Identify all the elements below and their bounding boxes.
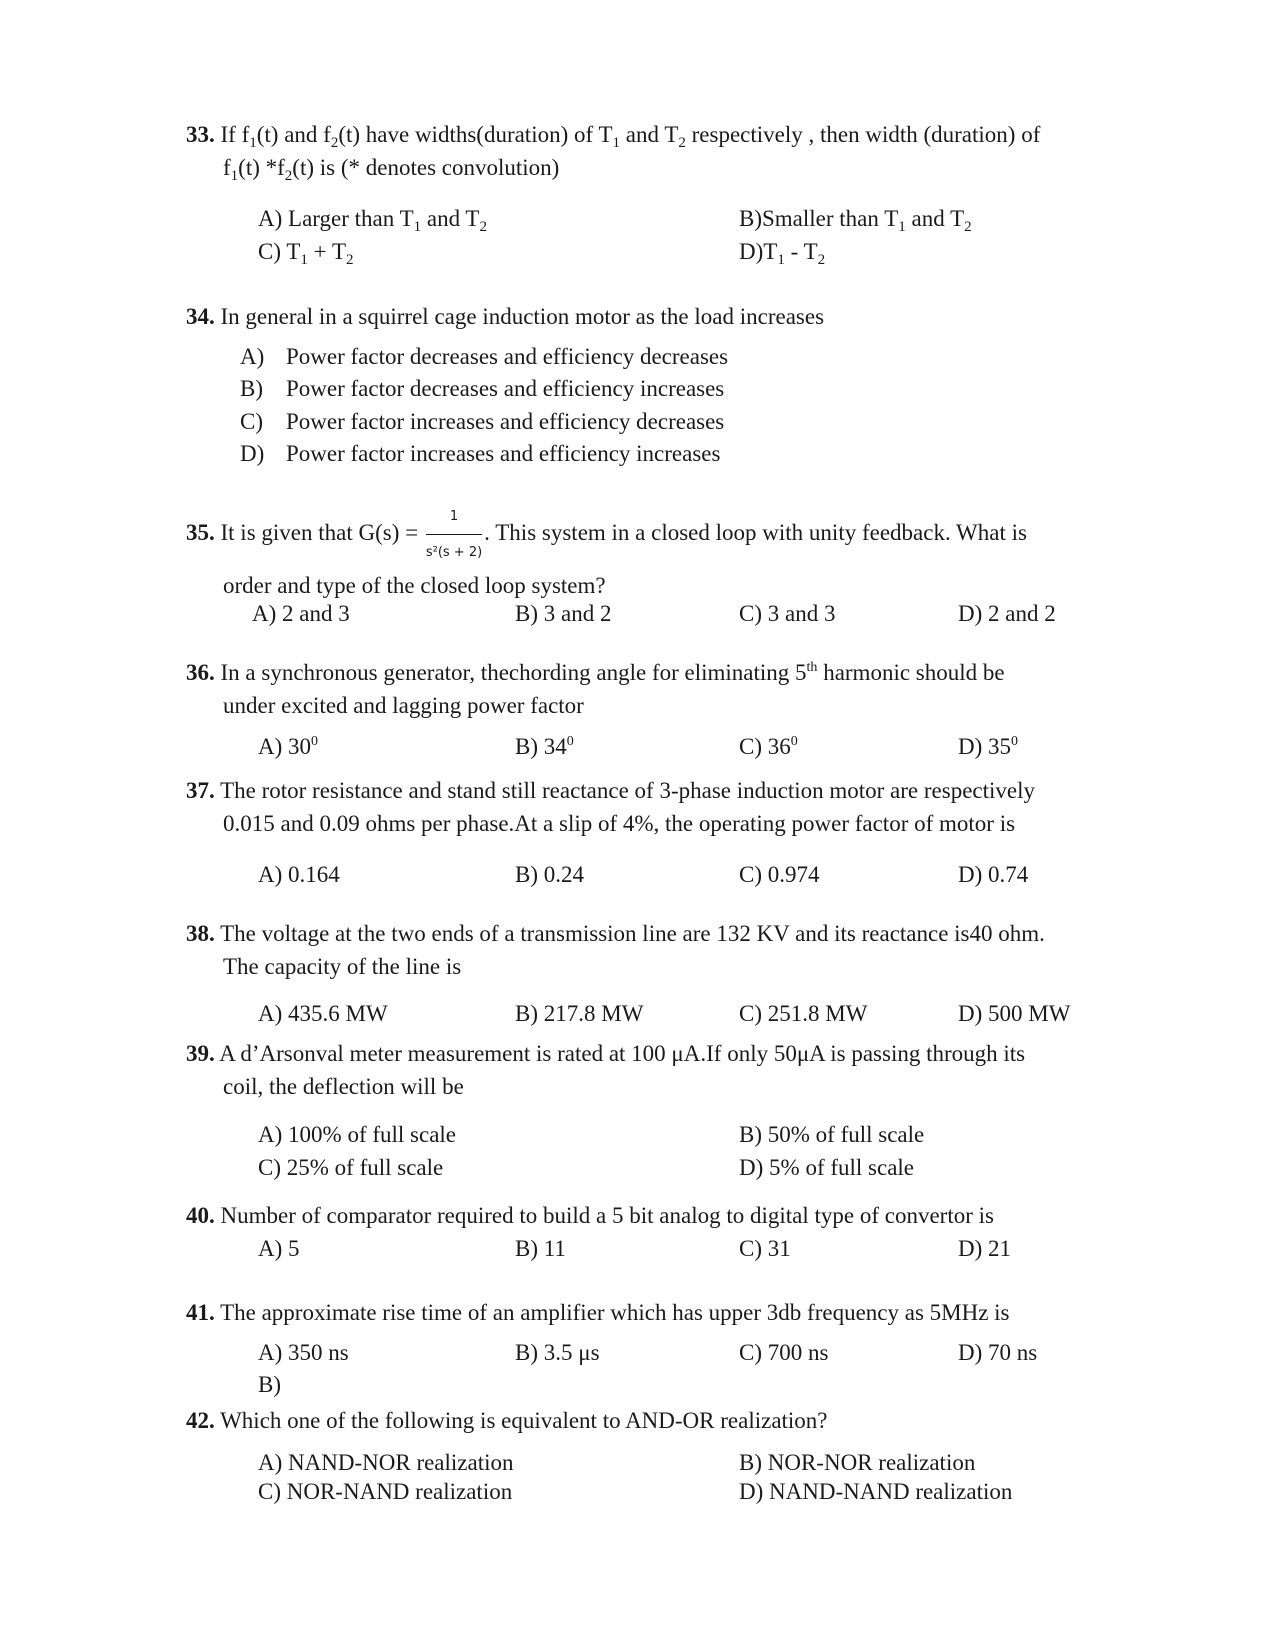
option-d[interactable]: D) 0.74 — [958, 862, 1029, 887]
option-d[interactable]: D) 2 and 2 — [958, 601, 1056, 626]
option-b[interactable]: B) 0.24 — [515, 862, 584, 887]
option-b[interactable]: B) 11 — [515, 1236, 566, 1261]
option-b[interactable]: B) 217.8 MW — [515, 1001, 644, 1026]
question-number: 40. — [186, 1203, 215, 1228]
question-text: The approximate rise time of an amplifier which has upper 3db frequency as 5MHz is — [220, 1300, 1010, 1325]
option-c[interactable]: C) $36^0$ — [739, 734, 798, 759]
question-34-stem — [186, 300, 1126, 333]
transfer-function-fraction: $\frac{1}{\text{s²(s + 2)}}$ — [426, 500, 482, 569]
option-b[interactable]: B) Power factor decreases and efficiency increases — [240, 376, 725, 401]
question-text: A d’Arsonval meter measurement is rated at 100 μA.If only 50μA is passing through its — [219, 1041, 1026, 1066]
question-text-line2: order and type of the closed loop system? — [223, 573, 606, 598]
option-a[interactable]: A) 5 — [258, 1236, 300, 1261]
question-text: The voltage at the two ends of a transmission line are 132 KV and its reactance is40 ohm. — [220, 921, 1045, 946]
question-text: In a synchronous generator, thechording angle for eliminating 5th harmonic should be — [220, 660, 1005, 685]
option-d[interactable]: D) Power factor increases and efficiency increases — [240, 441, 721, 466]
option-c[interactable]: C) $T_1 + T_2$ — [258, 239, 354, 268]
question-number: 34. — [186, 304, 215, 329]
option-c[interactable]: C) Power factor increases and efficiency decreases — [240, 409, 725, 434]
option-b[interactable]: B) 50% of full scale — [739, 1122, 925, 1147]
option-a[interactable]: A) Larger than $T_1$ and $T_2$ — [258, 206, 487, 235]
option-c[interactable]: C) 700 ns — [739, 1340, 829, 1365]
question-text: If $f_1(t)$ and $f_2(t)$ have widths(duration) of $T_1$ and $T_2$ respectively , then width (duration) of — [220, 122, 1041, 151]
stray-option-label: B) — [258, 1372, 281, 1397]
option-a[interactable]: A) NAND-NOR realization — [258, 1450, 514, 1475]
option-c[interactable]: C) 3 and 3 — [739, 601, 836, 626]
question-42-stem — [186, 1404, 1126, 1437]
question-number: 41. — [186, 1300, 215, 1325]
option-a[interactable]: A) 0.164 — [258, 862, 340, 887]
question-40-stem — [186, 1199, 1126, 1232]
question-number: 37. — [186, 778, 215, 803]
option-a[interactable]: A) 100% of full scale — [258, 1122, 457, 1147]
question-39-stem — [186, 1037, 1126, 1103]
option-d[interactable]: D) 70 ns — [958, 1340, 1038, 1365]
question-number: 42. — [186, 1408, 215, 1433]
option-b[interactable]: B) 3.5 μs — [515, 1340, 600, 1365]
option-c[interactable]: C) 25% of full scale — [258, 1155, 444, 1180]
option-d[interactable]: D) $35^0$ — [958, 734, 1019, 759]
question-text-line2: 0.015 and 0.09 ohms per phase.At a slip of 4%, the operating power factor of motor is — [223, 811, 1016, 836]
option-d[interactable]: D) 500 MW — [958, 1001, 1071, 1026]
option-b[interactable]: B) NOR-NOR realization — [739, 1450, 976, 1475]
question-37-stem — [186, 774, 1126, 840]
question-text: It is given that G(s) = $\frac{1}{\text{s²(s + 2)}}$ . This system in a closed loop with unity feedback. What is — [221, 520, 1027, 545]
question-text-line2: $f_1(t)$ $*f_2(t)$ is (* denotes convolution) — [223, 155, 560, 184]
option-c[interactable]: C) 31 — [739, 1236, 791, 1261]
question-number: 35. — [186, 519, 215, 545]
question-text: Which one of the following is equivalent to AND-OR realization? — [220, 1408, 828, 1433]
option-c[interactable]: C) NOR-NAND realization — [258, 1479, 513, 1504]
question-36-stem — [186, 656, 1126, 722]
option-a[interactable]: A) 350 ns — [258, 1340, 349, 1365]
question-text: The rotor resistance and stand still reactance of 3-phase induction motor are respectively — [220, 778, 1035, 803]
question-33-stem — [186, 118, 1126, 184]
option-d[interactable]: D) NAND-NAND realization — [739, 1479, 1013, 1504]
question-41-stem — [186, 1296, 1126, 1329]
option-c[interactable]: C) 251.8 MW — [739, 1001, 868, 1026]
question-text: Number of comparator required to build a 5 bit analog to digital type of convertor is — [220, 1203, 994, 1228]
option-c[interactable]: C) 0.974 — [739, 862, 820, 887]
option-d[interactable]: $D)T_1 - T_2$ — [739, 239, 826, 268]
question-35-stem — [186, 500, 1126, 602]
question-number: 36. — [186, 660, 215, 685]
option-d[interactable]: D) 21 — [958, 1236, 1012, 1261]
question-number: 39. — [186, 1041, 215, 1066]
option-b[interactable]: B) $34^0$ — [515, 734, 574, 759]
option-b[interactable]: B)Smaller than $T_1$ and $T_2$ — [739, 206, 972, 235]
question-38-stem — [186, 917, 1126, 983]
question-text-line2: under excited and lagging power factor — [223, 693, 584, 718]
option-a[interactable]: A) 435.6 MW — [258, 1001, 388, 1026]
question-number: 38. — [186, 921, 215, 946]
question-number: 33. — [186, 122, 215, 147]
question-text-line2: coil, the deflection will be — [223, 1074, 464, 1099]
option-d[interactable]: D) 5% of full scale — [739, 1155, 915, 1180]
option-a[interactable]: A) Power factor decreases and efficiency decreases — [240, 344, 729, 369]
question-text-line2: The capacity of the line is — [223, 954, 462, 979]
option-a[interactable]: A) 2 and 3 — [252, 601, 350, 626]
option-a[interactable]: A) $30^0$ — [258, 734, 319, 759]
question-text: In general in a squirrel cage induction motor as the load increases — [220, 304, 825, 329]
option-b[interactable]: B) 3 and 2 — [515, 601, 612, 626]
